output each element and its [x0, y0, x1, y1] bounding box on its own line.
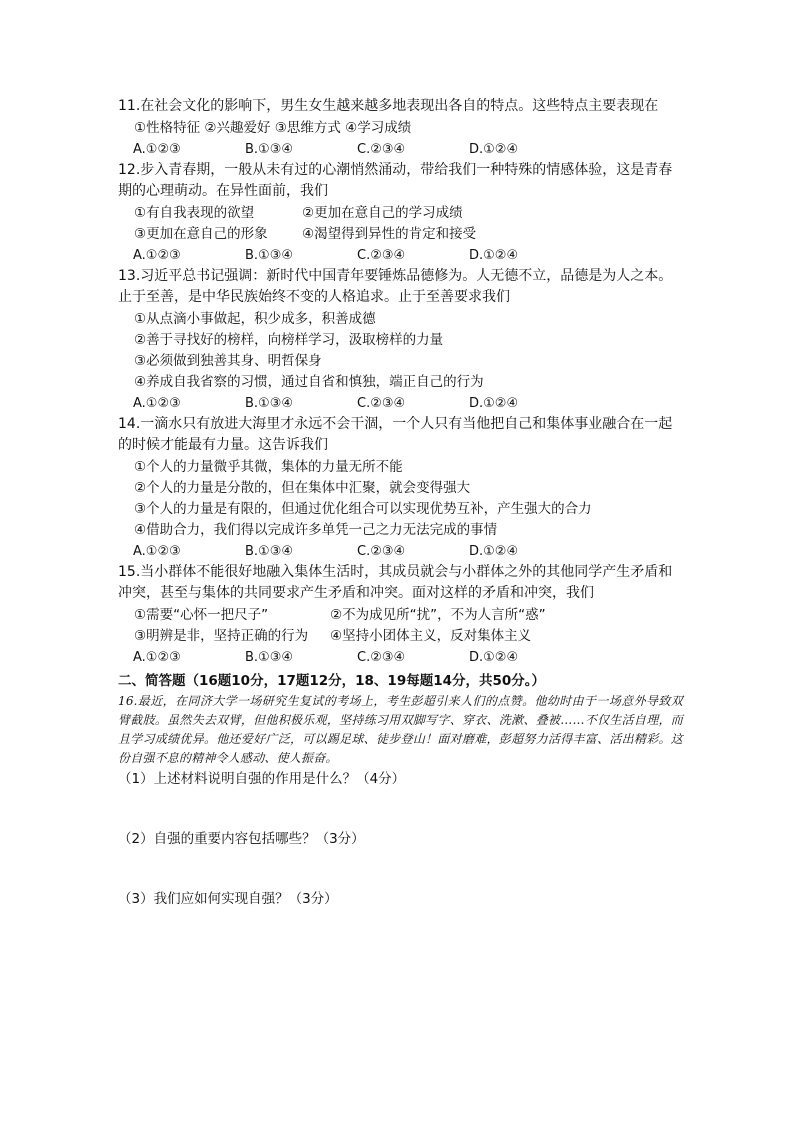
option-3: ③明辨是非，坚持正确的行为 [134, 627, 309, 644]
choice-a: A.①②③ [133, 649, 181, 665]
option-3: ③个人的力量是有限的，但通过优化组合可以实现优势互补，产生强大的合力 [134, 500, 592, 517]
choice-b: B.①③④ [245, 649, 294, 665]
question-material: 16.最近，在同济大学一场研究生复试的考场上，考生彭超引来人们的点赞。他幼时由于一场意外导致双臂截肢。虽然失去双臂，但他积极乐观，坚持练习用双脚写字、穿衣、洗漱、叠被……不仅生活自理，而且学习成绩优异。他还爱好广泛，可以踢足球、徒步登山！面对磨难，彭超努力活得丰富、活出精彩。这份自强不息的精神令人感动、使人振奋。 [118, 693, 683, 765]
question-15 [118, 562, 683, 668]
option-1: ①有自我表现的欲望 [134, 204, 255, 221]
option-row [118, 224, 683, 245]
answer-choices [118, 139, 683, 160]
answer-choices [118, 393, 683, 414]
answer-choices [118, 541, 683, 562]
option-4: ④坚持小团体主义，反对集体主义 [330, 627, 532, 644]
choice-b: B.①③④ [245, 247, 294, 263]
choice-c: C.②③④ [357, 247, 406, 263]
choice-d: D.①②④ [469, 543, 519, 559]
choice-d: D.①②④ [469, 141, 519, 157]
choice-b: B.①③④ [245, 543, 294, 559]
question-stem: 11.在社会文化的影响下，男生女生越来越多地表现出各自的特点。这些特点主要表现在 [118, 98, 659, 114]
answer-choices [118, 245, 683, 266]
choice-c: C.②③④ [357, 141, 406, 157]
option-row [118, 203, 683, 224]
question-stem: 12.步入青春期，一般从未有过的心潮悄然涌动，带给我们一种特殊的情感体验，这是青春期的心理萌动。在异性面前，我们 [118, 161, 673, 199]
choice-a: A.①②③ [133, 543, 181, 559]
option-2: ②不为成见所“扰”，不为人言所“惑” [330, 606, 546, 623]
answer-choices [118, 647, 683, 668]
question-stem: 14.一滴水只有放进大海里才永远不会干涸，一个人只有当他把自己和集体事业融合在一起的时候才能最有力量。这告诉我们 [118, 415, 673, 453]
question-12 [118, 160, 683, 266]
option-1: ①从点滴小事做起，积少成多，积善成德 [134, 310, 376, 327]
option-4: ④养成自我省察的习惯，通过自省和慎独，端正自己的行为 [134, 373, 484, 390]
question-stem: 15.当小群体不能很好地融入集体生活时，其成员就会与小群体之外的其他同学产生矛盾和冲突，甚至与集体的共同要求产生矛盾和冲突。面对这样的矛盾和冲突，我们 [118, 563, 673, 601]
choice-c: C.②③④ [357, 395, 406, 411]
question-14 [118, 414, 683, 562]
exam-page [118, 96, 683, 910]
choice-b: B.①③④ [245, 395, 294, 411]
sub-question-3: （3）我们应如何实现自强？（3分） [118, 890, 338, 907]
choice-a: A.①②③ [133, 247, 181, 263]
choice-c: C.②③④ [357, 649, 406, 665]
choice-b: B.①③④ [245, 141, 294, 157]
question-options: ①性格特征 ②兴趣爱好 ③思维方式 ④学习成绩 [134, 119, 412, 136]
choice-a: A.①②③ [133, 141, 181, 157]
sub-question-2: （2）自强的重要内容包括哪些？（3分） [118, 830, 365, 847]
option-1: ①需要“心怀一把尺子” [134, 606, 269, 623]
option-2: ②更加在意自己的学习成绩 [302, 204, 463, 221]
option-3: ③更加在意自己的形象 [134, 225, 268, 242]
question-11 [118, 96, 683, 160]
option-2: ②个人的力量是分散的，但在集体中汇聚，就会变得强大 [134, 479, 471, 496]
question-stem: 13.习近平总书记强调：新时代中国青年要锤炼品德修为。人无德不立，品德是为人之本。止于至善，是中华民族始终不变的人格追求。止于至善要求我们 [118, 267, 673, 305]
choice-d: D.①②④ [469, 395, 519, 411]
option-row [118, 605, 683, 626]
option-3: ③必须做到独善其身、明哲保身 [134, 352, 322, 369]
sub-question-1: （1）上述材料说明自强的作用是什么？（4分） [118, 770, 406, 787]
choice-a: A.①②③ [133, 395, 181, 411]
option-4: ④借助合力，我们得以完成许多单凭一己之力无法完成的事情 [134, 521, 498, 538]
choice-d: D.①②④ [469, 649, 519, 665]
choice-c: C.②③④ [357, 543, 406, 559]
section-heading: 二、简答题（16题10分，17题12分，18、19每题14分，共50分。） [118, 672, 546, 689]
question-13 [118, 266, 683, 414]
option-4: ④渴望得到异性的肯定和接受 [302, 225, 477, 242]
choice-d: D.①②④ [469, 247, 519, 263]
option-row [118, 626, 683, 647]
question-16 [118, 692, 683, 910]
option-2: ②善于寻找好的榜样，向榜样学习，汲取榜样的力量 [134, 331, 444, 348]
option-1: ①个人的力量微乎其微，集体的力量无所不能 [134, 458, 403, 475]
